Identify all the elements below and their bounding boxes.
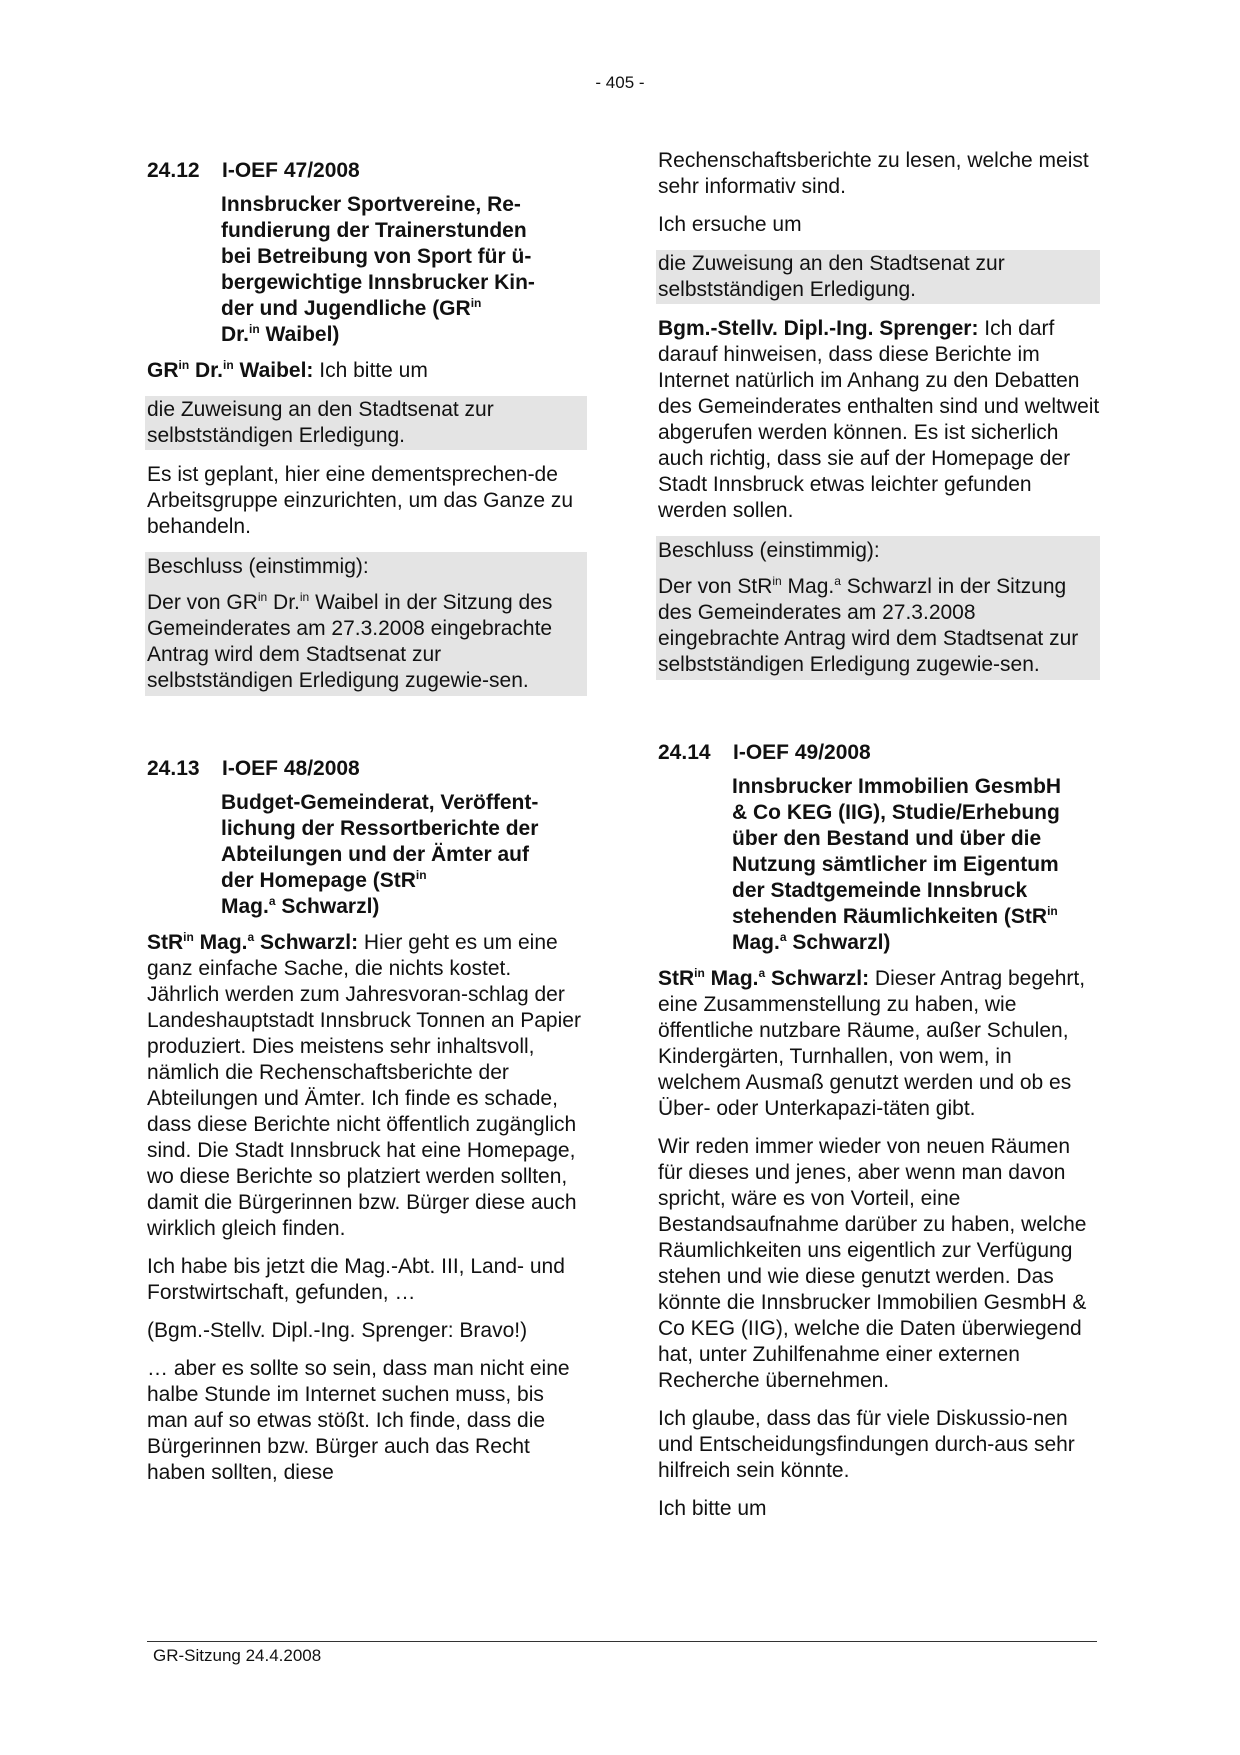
paragraph: Ich ersuche um — [658, 213, 802, 236]
item-heading-24-14 — [658, 740, 1100, 766]
subject-line: der und Jugendliche (GR — [221, 297, 471, 320]
speaker-name: StR$^{in}$ Mag.$^a$ Schwarzl: — [658, 966, 870, 990]
superscript: in — [415, 868, 427, 882]
item-subject — [221, 192, 587, 348]
subject-line: Mag. — [221, 895, 269, 918]
footer-divider — [147, 1641, 1097, 1642]
item-number: 24.13 — [147, 757, 200, 780]
superscript: a — [268, 894, 276, 908]
item-code: I-OEF 49/2008 — [733, 741, 871, 764]
request-highlight: die Zuweisung an den Stadtsenat zur selbstständigen Erledigung. — [656, 250, 1100, 304]
paragraph: Ich glaube, dass das für viele Diskussio-nen und Entscheidungsfindungen durch-aus sehr hilfreich sein könnte. — [658, 1407, 1075, 1482]
subject-line: bergewichtige Innsbrucker Kin- — [221, 271, 535, 294]
speaker-paragraph — [658, 316, 1100, 524]
paragraph: Ich habe bis jetzt die Mag.-Abt. III, Land- und Forstwirtschaft, gefunden, … — [147, 1255, 565, 1304]
subject-line: Abteilungen und der Ämter auf — [221, 843, 530, 866]
subject-line: fundierung der Trainerstunden — [221, 219, 527, 242]
resolution-text: Der von StR$^{in}$ Mag.$^a$ Schwarzl in der Sitzung des Gemeinderates am 27.3.2008 eingebrachte Antrag wird dem Stadtsenat zur selbstständigen Erledigung zugewie-sen. — [658, 574, 1079, 676]
subject-line: über den Bestand und über die — [732, 827, 1042, 850]
item-code: I-OEF 47/2008 — [222, 159, 360, 182]
subject-line: bei Betreibung von Sport für ü- — [221, 245, 532, 268]
paragraph: … aber es sollte so sein, dass man nicht eine halbe Stunde im Internet suchen muss, bis man auf so etwas stößt. Ich finde, dass die Bürgerinnen bzw. Bürger auch das Recht haben sollten, diese — [147, 1357, 570, 1484]
subject-line: Nutzung sämtlicher im Eigentum — [732, 853, 1059, 876]
speaker-text: Ich bitte um — [313, 359, 428, 382]
resolution-text: Der von $GR^{in}$ Dr.$^{in}$ Waibel in der Sitzung des Gemeinderates am 27.3.2008 eingebrachte Antrag wird dem Stadtsenat zur selbstständigen Erledigung zugewie-sen. — [147, 590, 553, 692]
subject-line: Schwarzl) — [786, 931, 891, 954]
paragraph: Wir reden immer wieder von neuen Räumen für dieses und jenes, aber wenn man davon spricht, wäre es von Vorteil, eine Bestandsaufnahme darüber zu haben, welche Räumlichkeiten uns eigentlich zur Verfügung stehen und wie diese genutzt werden. Das könnte die Innsbrucker Immobilien GesmbH & Co KEG (IIG), welche die Daten überwiegend hat, unter Zuhilfenahme einer externen Recherche übernehmen. — [658, 1135, 1087, 1392]
item-heading-24-13 — [147, 756, 587, 782]
item-subject — [732, 774, 1100, 956]
subject-line: der Stadtgemeinde Innsbruck — [732, 879, 1028, 902]
subject-line: & Co KEG (IIG), Studie/Erhebung — [732, 801, 1060, 824]
left-column — [147, 158, 587, 1498]
resolution-label: Beschluss (einstimmig): — [147, 555, 369, 578]
paragraph: Ich bitte um — [658, 1497, 767, 1520]
superscript: a — [779, 930, 787, 944]
subject-line: Budget-Gemeinderat, Veröffent- — [221, 791, 539, 814]
request-highlight: die Zuweisung an den Stadtsenat zur selbstständigen Erledigung. — [145, 396, 587, 450]
paragraph: (Bgm.-Stellv. Dipl.-Ing. Sprenger: Bravo!) — [147, 1319, 528, 1342]
item-number: 24.14 — [658, 741, 711, 764]
resolution-label: Beschluss (einstimmig): — [658, 539, 880, 562]
speaker-paragraph — [147, 930, 587, 1242]
paragraph: Es ist geplant, hier eine dementsprechen-de Arbeitsgruppe einzurichten, um das Ganze zu behandeln. — [147, 463, 574, 538]
speaker-text: Dieser Antrag begehrt, eine Zusammenstellung zu haben, wie öffentliche nutzbare Räume, außer Schulen, Kindergärten, Turnhallen, von wem, in welchem Ausmaß genutzt werden und ob es Über- oder Unterkapazi-täten gibt. — [658, 967, 1086, 1120]
subject-line: der Homepage (StR — [221, 869, 416, 892]
paragraph: Rechenschaftsberichte zu lesen, welche meist sehr informativ sind. — [658, 149, 1089, 198]
item-subject — [221, 790, 587, 920]
speaker-name: Bgm.-Stellv. Dipl.-Ing. Sprenger: — [658, 317, 979, 340]
speaker-name: $GR^{in}$ Dr.$^{in}$ Waibel: — [147, 358, 314, 382]
subject-line: Dr. — [221, 323, 250, 346]
subject-line: Mag. — [732, 931, 780, 954]
item-heading-24-12 — [147, 158, 587, 184]
speaker-text: Ich darf darauf hinweisen, dass diese Berichte im Internet natürlich im Anhang zu den Debatten des Gemeinderates enthalten sind und weltweit abgerufen werden können. Es ist sicherlich auch richtig, dass sie auf der Homepage der Stadt Innsbruck etwas leichter gefunden werden sollen. — [658, 317, 1100, 522]
resolution-block — [656, 536, 1100, 680]
speaker-text: Hier geht es um eine ganz einfache Sache, die nichts kostet. Jährlich werden zum Jahresvoran-schlag der Landeshauptstadt Innsbruck Tonnen an Papier produziert. Dies meistens sehr inhaltsvoll, nämlich die Rechenschaftsberichte der Abteilungen und Ämter. Ich finde es schade, dass diese Berichte nicht öffentlich zugänglich sind. Die Stadt Innsbruck hat eine Homepage, wo diese Berichte so platziert werden sollten, damit die Bürgerinnen bzw. Bürger diese auch wirklich gleich finden. — [147, 931, 581, 1240]
subject-line: stehenden Räumlichkeiten (StR — [732, 905, 1048, 928]
subject-line: Innsbrucker Immobilien GesmbH — [732, 775, 1062, 798]
subject-line: Schwarzl) — [275, 895, 380, 918]
page-number: - 405 - — [595, 73, 645, 92]
item-number: 24.12 — [147, 159, 200, 182]
item-code: I-OEF 48/2008 — [222, 757, 360, 780]
subject-line: Innsbrucker Sportvereine, Re- — [221, 193, 521, 216]
speaker-paragraph — [658, 966, 1100, 1122]
speaker-name: StR$^{in}$ Mag.$^a$ Schwarzl: — [147, 930, 359, 954]
superscript: in — [1047, 904, 1058, 918]
subject-line: lichung der Ressortberichte der — [221, 817, 539, 840]
speaker-paragraph — [147, 358, 587, 384]
subject-line: Waibel) — [259, 323, 340, 346]
footer-text: GR-Sitzung 24.4.2008 — [153, 1646, 322, 1665]
right-column — [658, 148, 1100, 1534]
superscript: in — [470, 296, 482, 310]
resolution-block — [145, 552, 587, 696]
superscript: in — [249, 322, 260, 336]
